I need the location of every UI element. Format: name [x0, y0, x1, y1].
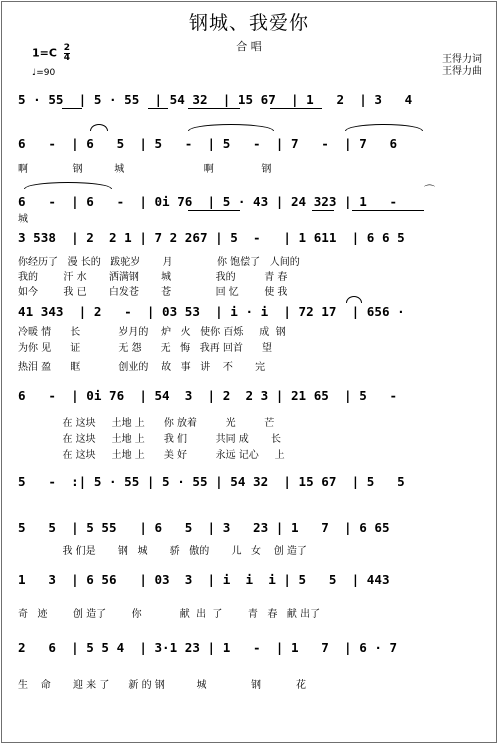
notation-line: 5 - :| 5 · 55 | 5 · 55 | 54 32 | 15 67 | 5 5: [18, 474, 405, 489]
lyric-line: 奇 迹 创 造了 你 献 出 了 青 春 献 出了: [18, 609, 321, 620]
lyric-line: 我 们是 钢 城 骄 傲的 儿 女 创 造了: [18, 546, 307, 557]
time-signature: [64, 44, 70, 63]
score-page: [1, 1, 497, 743]
notation-line: 6 - | 0i 76 | 54 3 | 2 2 3 | 21 65 | 5 -: [18, 388, 398, 403]
beam: [312, 210, 334, 211]
beam: [188, 210, 240, 211]
key-label: 1=C: [32, 46, 57, 60]
tie: [90, 124, 108, 131]
lyric-line: 生 命 迎 来 了 新 的 钢 城 钢 花: [18, 680, 307, 691]
song-subtitle: 合 唱: [236, 40, 262, 53]
notation-line: 1 3 | 6 56 | 03 3 | i i i | 5 5 | 443: [18, 572, 390, 587]
notation-line: 41 343 | 2 - | 03 53 | i · i | 72 17 | 656 ·: [18, 304, 405, 319]
lyric-line: 冷暖 情 长 岁月的 炉 火 使你 百烁 成 钢: [18, 327, 286, 338]
beam: [270, 108, 322, 109]
beam: [352, 210, 424, 211]
lyric-line: 在 这块 土地 上 你 放着 光 芒: [18, 418, 275, 429]
tie: [24, 182, 112, 189]
key-signature: [32, 44, 70, 63]
tie: [345, 124, 423, 131]
notation-line: 5 5 | 5 55 | 6 5 | 3 23 | 1 7 | 6 65: [18, 520, 390, 535]
beam: [62, 108, 82, 109]
beam: [188, 108, 240, 109]
tempo-marking: ♩=90: [32, 68, 56, 78]
notation-line: 6 - | 6 - | 0i 76 | 5 · 43 | 24 323 | 1 -: [18, 194, 398, 209]
lyric-line: 在 这块 土地 上 我 们 共同 成 长: [18, 434, 282, 445]
tie: [188, 124, 274, 131]
beam: [148, 108, 168, 109]
lyric-line: 城: [18, 214, 28, 225]
lyric-line: 啊 钢 城 啊 钢: [18, 164, 272, 175]
notation-line: 5 · 55 | 5 · 55 | 54 32 | 15 67 | 1 2 | 3 4: [18, 92, 413, 107]
lyric-line: 你经历了 漫 长的 跋驼岁 月 你 饱偿了 人间的: [18, 257, 300, 268]
lyric-line: 为你 见 证 无 怨 无 悔 我再 回首 望: [18, 343, 272, 354]
lyric-line: 热泪 盈 眶 创业的 故 事 讲 不 完: [18, 362, 266, 373]
notation-line: 3 538 | 2 2 1 | 7 2 267 | 5 - | 1 611 | 6 6 5: [18, 230, 405, 245]
composer-credit: 王得力曲: [442, 66, 482, 77]
lyricist-credit: 王得力词: [442, 54, 482, 65]
credits: [442, 54, 482, 78]
lyric-line: 如今 我 已 白发苍 苍 回 忆 使 我: [18, 287, 288, 298]
notation-line: 2 6 | 5 5 4 | 3·1 23 | 1 - | 1 7 | 6 · 7: [18, 640, 398, 655]
time-signature-top: 2: [63, 43, 71, 53]
song-title: 钢城、我爱你: [188, 12, 309, 34]
tie: [346, 296, 362, 303]
notation-line: 6 - | 6 5 | 5 - | 5 - | 7 - | 7 6: [18, 136, 398, 151]
time-signature-bottom: 4: [63, 53, 71, 63]
lyric-line: 我的 汗 水 洒满钢 城 我的 青 春: [18, 272, 288, 283]
lyric-line: 在 这块 土地 上 美 好 永远 记心 上: [18, 450, 285, 461]
fermata-icon: ⌒: [424, 184, 435, 197]
